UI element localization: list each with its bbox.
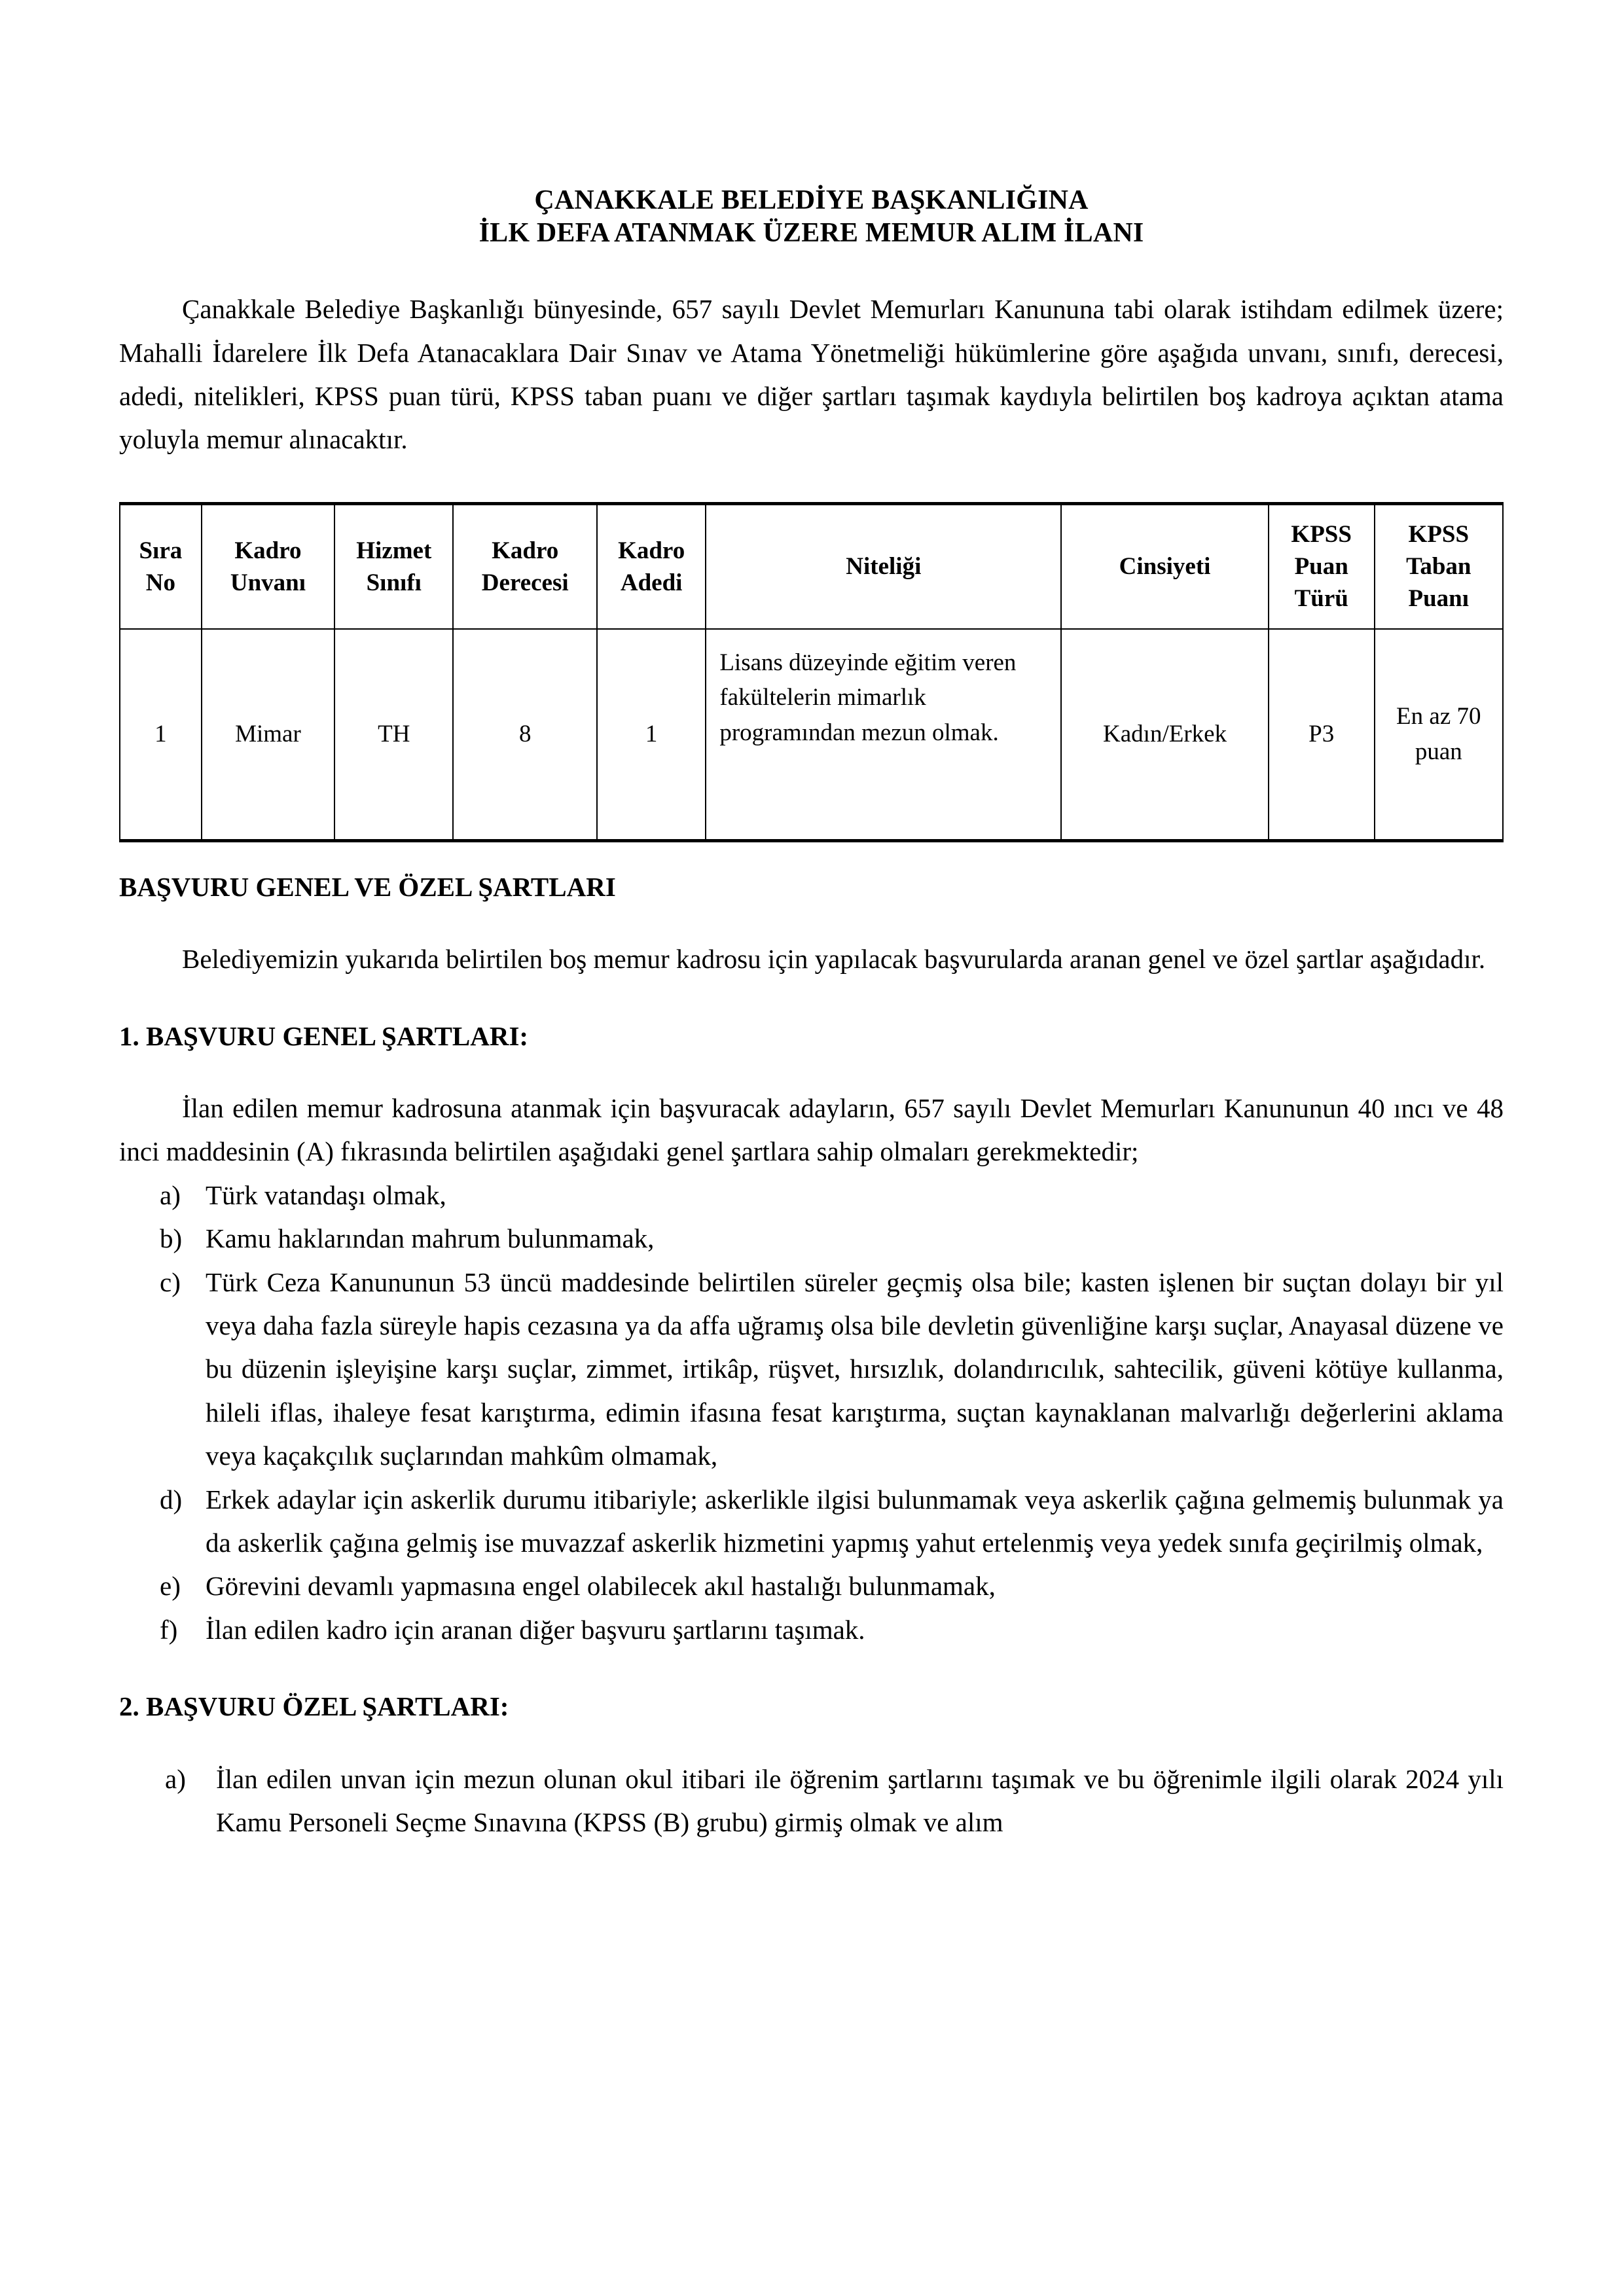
list-item — [119, 1174, 1504, 1217]
column-header-kadro-adedi: Kadro Adedi — [597, 503, 706, 629]
list-ozel-sartlari — [119, 1757, 1504, 1844]
column-header-kadro-derecesi: Kadro Derecesi — [453, 503, 597, 629]
intro-paragraph: Çanakkale Belediye Başkanlığı bünyesinde, 657 sayılı Devlet Memurları Kanununa tabi olarak istihdam edilmek üzere; Mahalli İdarelere İlk Defa Atanacaklara Dair Sınav ve Atama Yönetmeliği hükümlerine göre aşağıda unvanı, sınıfı, derecesi, adedi, nitelikleri, KPSS puan türü, KPSS taban puanı ve diğer şartları taşımak kaydıyla belirtilen boş kadroya açıktan atama yoluyla memur alınacaktır. — [119, 294, 1504, 455]
column-header-cinsiyeti: Cinsiyeti — [1061, 503, 1269, 629]
document-title — [119, 185, 1504, 249]
column-header-kpss-taban-puani: KPSS Taban Puanı — [1375, 503, 1503, 629]
cell-kadro-unvani: Mimar — [202, 629, 334, 841]
list-item — [119, 1757, 1504, 1844]
kadro-table-wrapper — [119, 502, 1504, 842]
kadro-table — [119, 502, 1504, 842]
page-content — [119, 0, 1504, 1844]
title-line-1: ÇANAKKALE BELEDİYE BAŞKANLIĞINA — [534, 185, 1089, 215]
column-header-hizmet-sinifi: Hizmet Sınıfı — [334, 503, 453, 629]
cell-kpss-taban-puani: En az 70 puan — [1375, 629, 1503, 841]
cell-kadro-derecesi: 8 — [453, 629, 597, 841]
column-header-niteligi: Niteliği — [706, 503, 1061, 629]
paragraph-genel-ozel: Belediyemizin yukarıda belirtilen boş memur kadrosu için yapılacak başvurularda aranan genel ve özel şartlar aşağıdadır. — [182, 944, 1486, 975]
list-item-text: Türk vatandaşı olmak, — [206, 1179, 446, 1210]
cell-sira-no: 1 — [120, 629, 202, 841]
list-item-text: Erkek adaylar için askerlik durumu itibariyle; askerlikle ilgisi bulunmamak veya askerlik çağına gelmemiş bulunmak ya da askerlik çağına gelmiş ise muvazzaf askerlik hizmetini yapmış yahut ertelenmiş veya yedek sınıfa geçirilmiş olmak, — [206, 1484, 1504, 1558]
list-item — [119, 1564, 1504, 1607]
cell-cinsiyeti: Kadın/Erkek — [1061, 629, 1269, 841]
list-marker: c) — [160, 1266, 181, 1297]
list-item — [119, 1261, 1504, 1478]
list-item-text: Türk Ceza Kanununun 53 üncü maddesinde belirtilen süreler geçmiş olsa bile; kasten işlenen bir suçtan dolayı bir yıl veya daha fazla süreyle hapis cezasına ya da affa uğramış olsa bile devletin güvenliğine karşı suçlar, Anayasal düzene ve bu düzenin işleyişine karşı suçlar, zimmet, irtikâp, rüşvet, hırsızlık, dolandırıcılık, sahtecilik, güveni kötüye kullanma, hileli iflas, ihaleye fesat karıştırma, edimin ifasına fesat karıştırma, suçtan kaynaklanan malvarlığı değerlerini aklama veya kaçakçılık suçlarından mahkûm olmamak, — [206, 1266, 1504, 1471]
list-genel-sartlari — [119, 1174, 1504, 1651]
column-header-sira-no: Sıra No — [120, 503, 202, 629]
table-header — [120, 503, 1503, 629]
paragraph-section-1: İlan edilen memur kadrosuna atanmak için başvuracak adayların, 657 sayılı Devlet Memurları Kanununun 40 ıncı ve 48 inci maddesinin (A) fıkrasında belirtilen aşağıdaki genel şartlara sahip olmaları gerekmektedir; — [119, 1092, 1504, 1167]
heading-section-2: 2. BAŞVURU ÖZEL ŞARTLARI: — [119, 1691, 509, 1722]
table-body — [120, 629, 1503, 841]
column-header-kadro-unvani: Kadro Unvanı — [202, 503, 334, 629]
list-marker: d) — [160, 1484, 183, 1515]
heading-genel-ozel-sartlari: BAŞVURU GENEL VE ÖZEL ŞARTLARI — [119, 871, 616, 902]
list-marker: a) — [165, 1763, 186, 1794]
list-item-text: İlan edilen unvan için mezun olunan okul itibari ile öğrenim şartlarını taşımak ve bu öğrenimle ilgili olarak 2024 yılı Kamu Personeli Seçme Sınavına (KPSS (B) grubu) girmiş olmak ve alım — [216, 1763, 1504, 1837]
table-row — [120, 629, 1503, 841]
list-item — [119, 1217, 1504, 1260]
list-marker: e) — [160, 1571, 181, 1602]
list-marker: a) — [160, 1179, 181, 1210]
list-marker: b) — [160, 1223, 183, 1254]
cell-kadro-adedi: 1 — [597, 629, 706, 841]
heading-section-1: 1. BAŞVURU GENEL ŞARTLARI: — [119, 1020, 529, 1051]
list-item — [119, 1478, 1504, 1565]
list-item-text: Kamu haklarından mahrum bulunmamak, — [206, 1223, 655, 1254]
cell-kpss-puan-turu: P3 — [1269, 629, 1375, 841]
cell-hizmet-sinifi: TH — [334, 629, 453, 841]
column-header-kpss-puan-turu: KPSS Puan Türü — [1269, 503, 1375, 629]
table-header-row — [120, 503, 1503, 629]
list-item-text: İlan edilen kadro için aranan diğer başvuru şartlarını taşımak. — [206, 1614, 865, 1645]
list-item — [119, 1608, 1504, 1651]
cell-niteligi: Lisans düzeyinde eğitim veren fakültelerin mimarlık programından mezun olmak. — [706, 629, 1061, 841]
list-marker: f) — [160, 1614, 178, 1645]
title-line-2: İLK DEFA ATANMAK ÜZERE MEMUR ALIM İLANI — [478, 217, 1144, 248]
list-item-text: Görevini devamlı yapmasına engel olabilecek akıl hastalığı bulunmamak, — [206, 1571, 996, 1602]
